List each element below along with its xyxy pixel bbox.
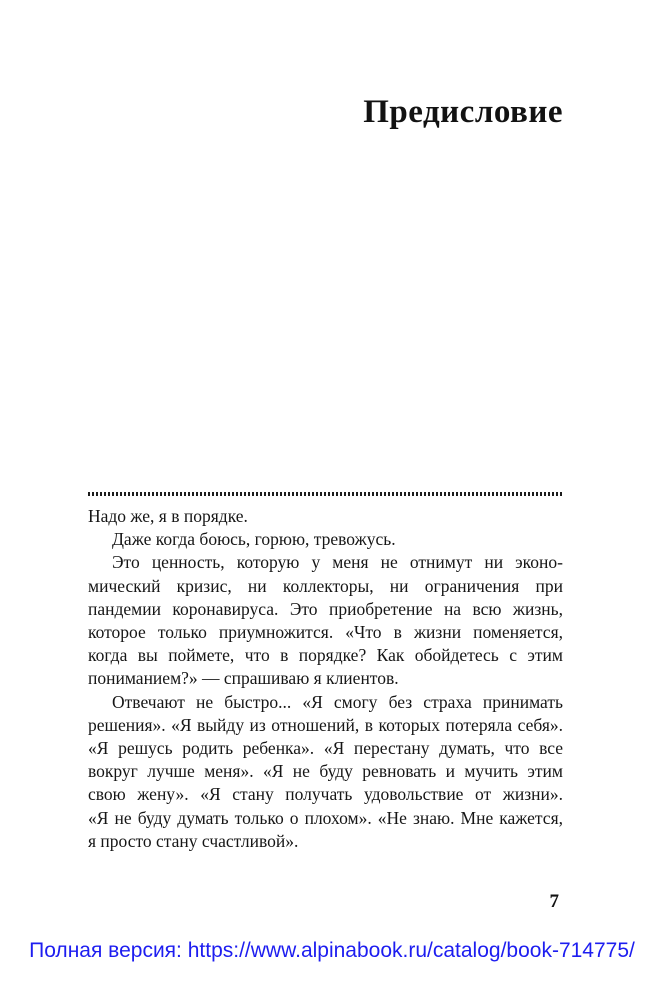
text-line: я просто стану счастливой».	[88, 830, 299, 851]
footer-label: Полная версия:	[29, 939, 182, 962]
text-line: решения». «Я выйду из отношений, в которых потеряла себя».	[88, 714, 563, 735]
text-line: Это ценность, которую у меня не отнимут ни эконо-	[112, 552, 563, 573]
text-line: вокруг лучше меня». «Я не буду ревновать и мучить этим	[88, 761, 563, 782]
text-line: Надо же, я в порядке.	[88, 506, 248, 526]
text-line: мический кризис, ни коллекторы, ни ограничения при	[88, 575, 563, 596]
body-text	[88, 505, 563, 853]
footer-url-link[interactable]: https://www.alpinabook.ru/catalog/book-714775/	[187, 939, 635, 962]
text-line: «Я не буду думать только о плохом». «Не знаю. Мне кажется,	[88, 807, 563, 828]
text-line: свою жену». «Я стану получать удовольствие от жизни».	[88, 784, 563, 805]
text-line: которое только приумножится. «Что в жизни поменяется,	[88, 622, 563, 643]
text-line: пониманием?» — спрашиваю я клиентов.	[88, 668, 399, 689]
footer-bar	[0, 939, 664, 963]
section-divider-dotted-rule	[88, 492, 563, 496]
text-line: пандемии коронавируса. Это приобретение на всю жизнь,	[88, 598, 563, 619]
text-line: Отвечают не быстро... «Я смогу без страха принимать	[112, 691, 563, 712]
text-line: «Я решусь родить ребенка». «Я перестану думать, что все	[88, 738, 563, 759]
text-line: когда вы поймете, что в порядке? Как обойдетесь с этим	[88, 645, 563, 666]
page-number: 7	[549, 891, 559, 912]
text-line: Даже когда боюсь, горюю, тревожусь.	[112, 529, 396, 550]
chapter-title: Предисловие	[363, 94, 563, 130]
